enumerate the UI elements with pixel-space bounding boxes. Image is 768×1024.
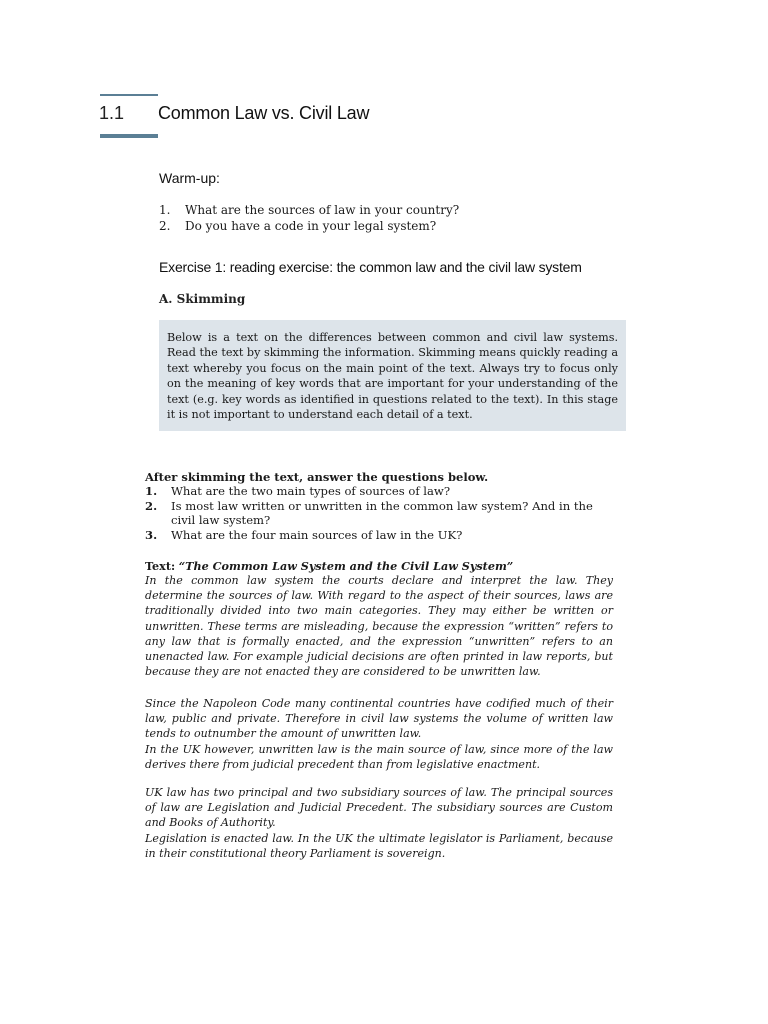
- section-number: 1.1: [99, 103, 125, 123]
- section-rule-top: [100, 94, 158, 96]
- list-number: 3.: [145, 527, 158, 542]
- warmup-list: [159, 202, 599, 234]
- questions-heading: After skimming the text, answer the questions below.: [145, 470, 489, 484]
- list-item: [145, 484, 613, 499]
- list-text: Is most law written or unwritten in the common law system? And in the civil law system?: [171, 498, 593, 528]
- list-number: 1.: [145, 484, 158, 498]
- list-text: What are the two main types of sources of law?: [171, 484, 451, 498]
- list-text: Do you have a code in your legal system?: [185, 219, 437, 233]
- paragraph-text: In the common law system the courts declare and interpret the law. They determine the sources of law. With regard to the aspect of their sources, laws are traditionally divided into two main categories. They may either be written or unwritten. These terms are misleading, because the expression “written” refers to any law that is formally enacted, and the expression “unwritten” refers to an unenacted law. For example judicial decisions are often printed in law reports, but because they are not enacted they are considered to be unwritten law.: [145, 574, 613, 679]
- paragraph-text: UK law has two principal and two subsidiary sources of law. The principal sources of law are Legislation and Judicial Precedent. The subsidiary sources are Custom and Books of Authority.: [145, 786, 613, 830]
- list-number: 2.: [159, 219, 171, 233]
- list-item: [145, 528, 613, 543]
- paragraph-2: [145, 696, 613, 772]
- warmup-heading: Warm-up:: [159, 170, 220, 186]
- section-rule-bottom: [100, 134, 158, 138]
- list-number: 1.: [159, 203, 171, 217]
- text-title: “The Common Law System and the Civil Law System”: [178, 559, 514, 573]
- list-item: [159, 202, 599, 218]
- instruction-text: Below is a text on the differences between common and civil law systems. Read the text by skimming the information. Skimming means quickly reading a text whereby you focus on the main point of the text. Always try to focus only on the meaning of key words that are important for your understanding of the text (e.g. key words as identified in questions related to the text). In this stage it is not important to understand each detail of a text.: [167, 331, 618, 422]
- list-text: What are the four main sources of law in the UK?: [171, 527, 463, 542]
- instruction-box: [159, 320, 626, 431]
- list-number: 2.: [145, 498, 158, 513]
- exercise-heading: Exercise 1: reading exercise: the common law and the civil law system: [159, 259, 582, 275]
- paragraph-text: Since the Napoleon Code many continental countries have codified much of their law, public and private. Therefore in civil law systems the volume of written law tends to outnumber the amount of unwritten law.: [145, 697, 613, 741]
- text-label: Text:: [145, 559, 176, 573]
- reading-text-title: [145, 559, 513, 573]
- paragraph-text: In the UK however, unwritten law is the main source of law, since more of the law derives there from judicial precedent than from legislative enactment.: [145, 742, 613, 771]
- list-text: What are the sources of law in your country?: [185, 203, 460, 217]
- questions-list: [145, 484, 613, 542]
- paragraph-text: Legislation is enacted law. In the UK the ultimate legislator is Parliament, because in their constitutional theory Parliament is sovereign.: [145, 831, 613, 860]
- list-item: [145, 499, 613, 528]
- skimming-subheading: A. Skimming: [159, 292, 246, 306]
- section-title: Common Law vs. Civil Law: [158, 103, 370, 123]
- paragraph-1: [145, 573, 613, 679]
- paragraph-3: [145, 785, 613, 861]
- list-item: [159, 218, 599, 234]
